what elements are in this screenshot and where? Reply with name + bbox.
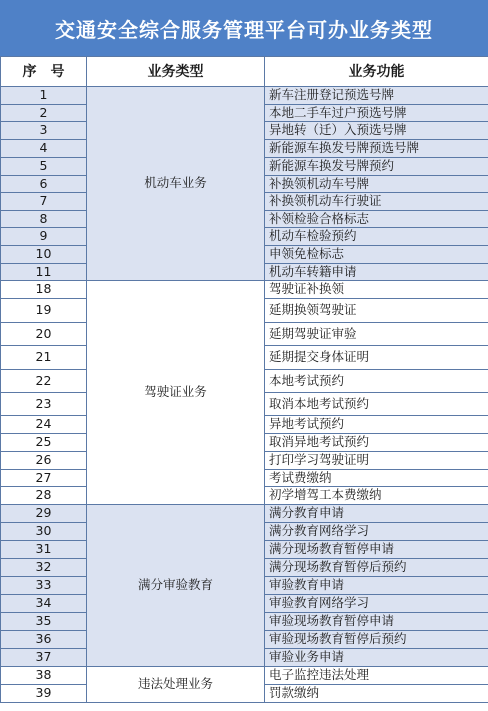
row-function: 审验教育申请 [265, 577, 488, 595]
row-function: 初学增驾工本费缴纳 [265, 487, 488, 505]
row-function: 审验业务申请 [265, 649, 488, 667]
row-index: 29 [1, 505, 87, 523]
row-function: 本地二手车过户预选号牌 [265, 105, 488, 122]
row-function: 申领免检标志 [265, 246, 488, 264]
row-index: 24 [1, 416, 87, 434]
row-index: 8 [1, 211, 87, 228]
row-function: 延期换领驾驶证 [265, 299, 488, 323]
table-header-row [1, 57, 488, 87]
row-index: 22 [1, 370, 87, 393]
row-index: 6 [1, 176, 87, 193]
table-row [1, 505, 488, 523]
row-function: 驾驶证补换领 [265, 281, 488, 299]
row-function: 本地考试预约 [265, 370, 488, 393]
row-function: 取消本地考试预约 [265, 393, 488, 416]
row-index: 21 [1, 346, 87, 370]
row-index: 20 [1, 323, 87, 346]
row-index: 5 [1, 158, 87, 176]
row-index: 19 [1, 299, 87, 323]
row-index: 38 [1, 667, 87, 685]
category-vehicle: 机动车业务 [87, 87, 265, 281]
category-violation: 违法处理业务 [87, 667, 265, 703]
row-function: 取消异地考试预约 [265, 434, 488, 452]
row-function: 补换领机动车行驶证 [265, 193, 488, 211]
row-function: 满分教育网络学习 [265, 523, 488, 541]
row-function: 机动车转籍申请 [265, 264, 488, 281]
row-index: 25 [1, 434, 87, 452]
row-function: 罚款缴纳 [265, 685, 488, 703]
row-index: 18 [1, 281, 87, 299]
row-index: 33 [1, 577, 87, 595]
business-type-table [0, 56, 488, 703]
table-row [1, 281, 488, 299]
row-function: 考试费缴纳 [265, 470, 488, 487]
table-row [1, 87, 488, 105]
row-function: 满分教育申请 [265, 505, 488, 523]
row-index: 9 [1, 228, 87, 246]
header-business-function: 业务功能 [265, 57, 488, 87]
row-function: 延期驾驶证审验 [265, 323, 488, 346]
row-function: 审验教育网络学习 [265, 595, 488, 613]
row-function: 审验现场教育暂停后预约 [265, 631, 488, 649]
row-index: 11 [1, 264, 87, 281]
row-index: 10 [1, 246, 87, 264]
row-index: 35 [1, 613, 87, 631]
header-business-type: 业务类型 [87, 57, 265, 87]
row-function: 异地考试预约 [265, 416, 488, 434]
table-row [1, 667, 488, 685]
row-index: 26 [1, 452, 87, 470]
row-index: 37 [1, 649, 87, 667]
row-function: 机动车检验预约 [265, 228, 488, 246]
row-index: 3 [1, 122, 87, 140]
row-function: 新能源车换发号牌预选号牌 [265, 140, 488, 158]
row-function: 延期提交身体证明 [265, 346, 488, 370]
row-index: 2 [1, 105, 87, 122]
row-function: 新能源车换发号牌预约 [265, 158, 488, 176]
row-function: 满分现场教育暂停申请 [265, 541, 488, 559]
row-function: 新车注册登记预选号牌 [265, 87, 488, 105]
row-index: 30 [1, 523, 87, 541]
category-license: 驾驶证业务 [87, 281, 265, 505]
row-index: 1 [1, 87, 87, 105]
row-function: 异地转（迁）入预选号牌 [265, 122, 488, 140]
category-education: 满分审验教育 [87, 505, 265, 667]
row-index: 7 [1, 193, 87, 211]
row-function: 打印学习驾驶证明 [265, 452, 488, 470]
table-body [1, 87, 488, 703]
row-index: 4 [1, 140, 87, 158]
row-index: 28 [1, 487, 87, 505]
row-function: 补换领机动车号牌 [265, 176, 488, 193]
header-index: 序 号 [1, 57, 87, 87]
row-index: 39 [1, 685, 87, 703]
row-function: 电子监控违法处理 [265, 667, 488, 685]
row-index: 32 [1, 559, 87, 577]
row-index: 36 [1, 631, 87, 649]
row-index: 31 [1, 541, 87, 559]
row-index: 27 [1, 470, 87, 487]
page-title: 交通安全综合服务管理平台可办业务类型 [0, 0, 488, 56]
row-index: 23 [1, 393, 87, 416]
row-function: 满分现场教育暂停后预约 [265, 559, 488, 577]
row-index: 34 [1, 595, 87, 613]
row-function: 补领检验合格标志 [265, 211, 488, 228]
row-function: 审验现场教育暂停申请 [265, 613, 488, 631]
